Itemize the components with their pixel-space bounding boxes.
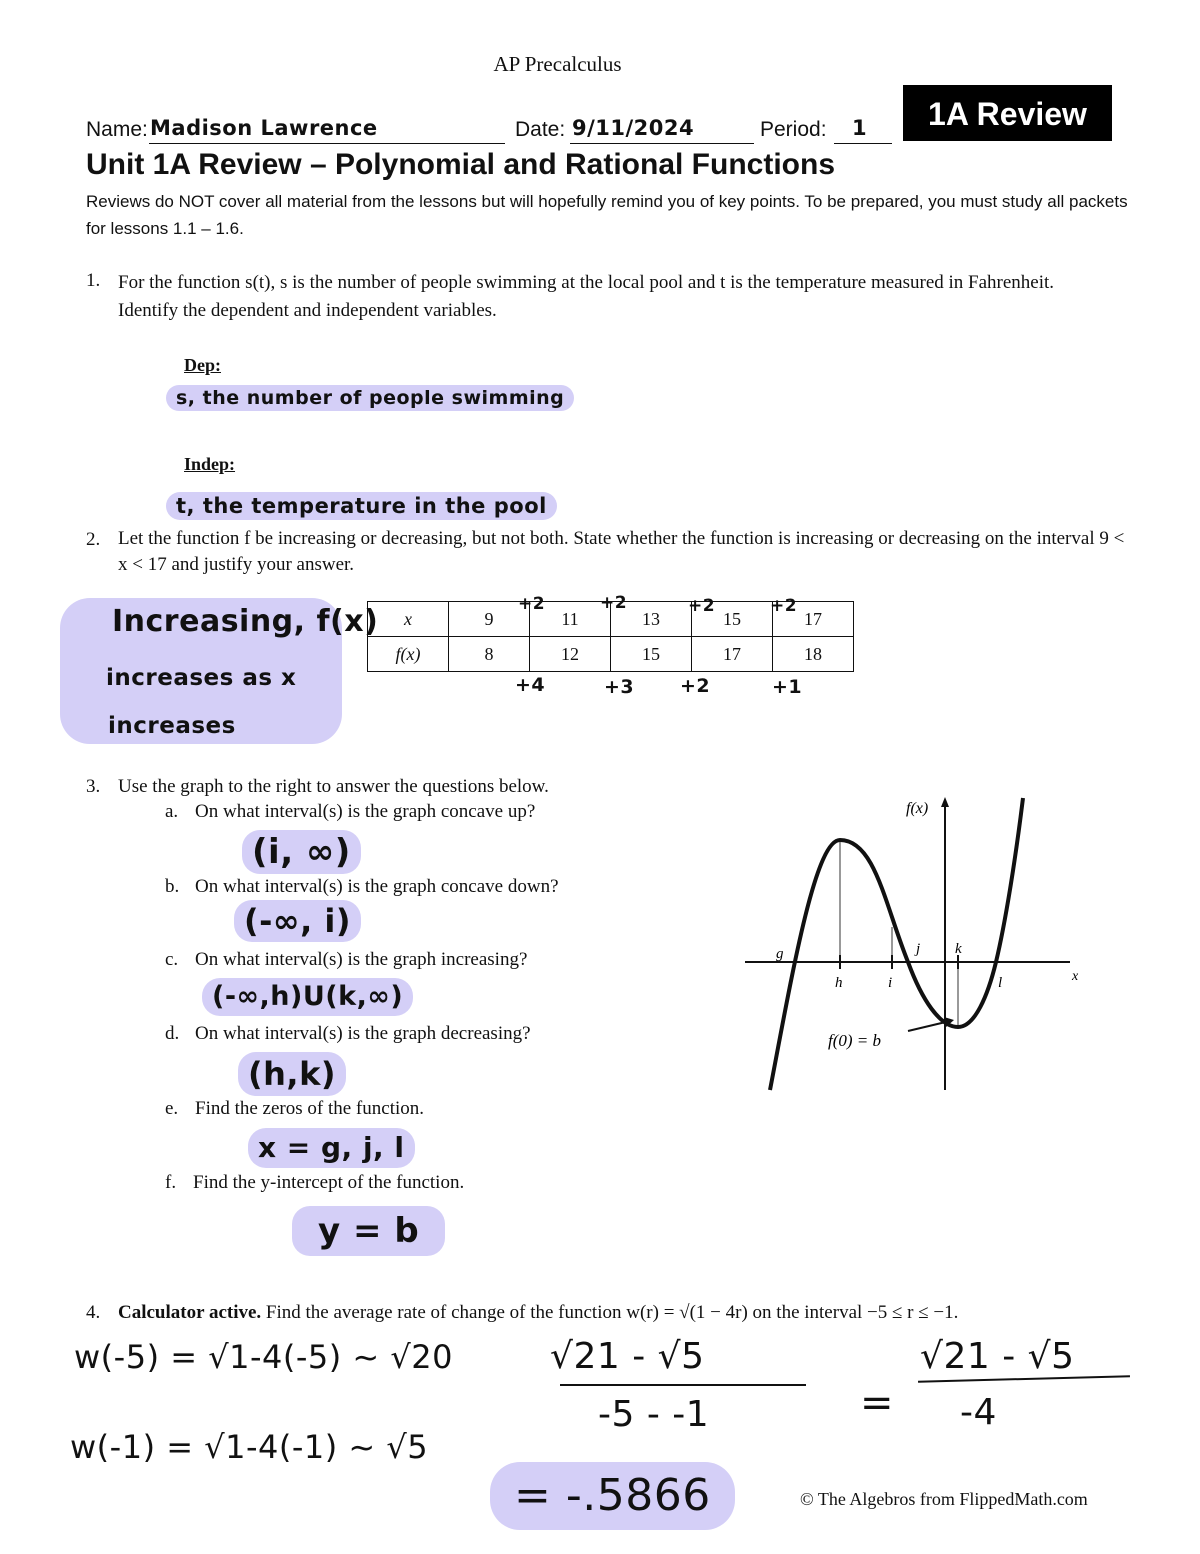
q3b-answer: (-∞, i) xyxy=(234,900,361,942)
point-label-h: h xyxy=(835,975,843,991)
function-curve xyxy=(770,798,1023,1090)
q1-dep-answer: s, the number of people swimming xyxy=(166,385,574,411)
table-cell: 8 xyxy=(449,637,530,672)
q3f-answer: y = b xyxy=(292,1206,445,1256)
name-label: Name: xyxy=(86,118,148,141)
y-axis-arrow xyxy=(941,797,949,807)
q3e-answer: x = g, j, l xyxy=(248,1128,415,1168)
table-row xyxy=(368,637,854,672)
q4-number: 4. xyxy=(86,1302,101,1323)
q3d-answer: (h,k) xyxy=(238,1052,346,1096)
q1-dep-label: Dep: xyxy=(184,355,221,375)
name-underline xyxy=(149,116,505,144)
x-axis-label: x xyxy=(1072,969,1079,984)
q4-text: Find the average rate of change of the function w(r) = √(1 − 4r) on the interval −5 ≤ r ≤ −1. xyxy=(265,1302,959,1323)
date-underline xyxy=(570,116,754,144)
q3e-question: Find the zeros of the function. xyxy=(195,1098,425,1119)
point-label-j: j xyxy=(916,941,921,957)
q2-answer-line2: increases as x xyxy=(106,665,297,691)
period-label: Period: xyxy=(760,118,827,141)
fx-diff: +3 xyxy=(604,676,635,698)
q3-text: Use the graph to the right to answer the questions below. xyxy=(118,776,549,797)
period-underline xyxy=(834,116,892,144)
q3b-question: On what interval(s) is the graph concave down? xyxy=(195,876,559,897)
q2-text: Let the function f be increasing or decreasing, but not both. State whether the function is increasing or decreasing on the interval 9 < x < 17 and justify your answer. xyxy=(118,528,1125,575)
table-cell: 11 xyxy=(530,602,611,637)
x-diff: +2 xyxy=(770,596,798,616)
q4-fraction2-numerator: √21 - √5 xyxy=(920,1336,1075,1377)
q4-fraction1-bar xyxy=(560,1384,806,1386)
q4-result: = -.5866 xyxy=(490,1462,735,1530)
q3f-label: f. xyxy=(165,1172,177,1193)
footer-copyright: © The Algebros from FlippedMath.com xyxy=(800,1489,1088,1509)
q4-equals-sign: = xyxy=(860,1380,895,1426)
q3b-label: b. xyxy=(165,876,180,897)
q3c-answer: (-∞,h)U(k,∞) xyxy=(202,978,413,1016)
x-diff: +2 xyxy=(600,593,628,613)
x-diff: +2 xyxy=(688,596,716,616)
page-title: Unit 1A Review – Polynomial and Rational Functions xyxy=(86,148,836,181)
table-cell: 17 xyxy=(692,637,773,672)
q2-answer-line1: Increasing, f(x) xyxy=(112,604,379,639)
q3f-question: Find the y-intercept of the function. xyxy=(193,1172,465,1193)
table-cell: 13 xyxy=(611,602,692,637)
q3-number: 3. xyxy=(86,776,101,797)
polynomial-graph xyxy=(730,795,1090,1095)
q1-indep-label: Indep: xyxy=(184,454,236,474)
q4-fraction1-denominator: -5 - -1 xyxy=(598,1394,710,1435)
table-cell: 15 xyxy=(611,637,692,672)
fx-diff: +2 xyxy=(680,675,711,697)
q4-text-line xyxy=(118,1299,1118,1327)
table-cell: 9 xyxy=(449,602,530,637)
fx-diff: +4 xyxy=(515,674,546,696)
review-badge: 1A Review xyxy=(903,85,1112,141)
q3c-question: On what interval(s) is the graph increasing? xyxy=(195,949,528,970)
point-label-l: l xyxy=(998,975,1003,991)
table-cell: 18 xyxy=(773,637,854,672)
annotation-arrow xyxy=(908,1021,950,1031)
q1-text: For the function s(t), s is the number of people swimming at the local pool and t is the temperature measured in Fahrenheit. Identify the dependent and independent variables. xyxy=(118,272,1055,321)
fx-diff: +1 xyxy=(772,676,803,698)
q3a-answer: (i, ∞) xyxy=(242,830,361,874)
table-header-x: x xyxy=(368,602,449,637)
q3e-label: e. xyxy=(165,1098,179,1119)
q4-fraction1-numerator: √21 - √5 xyxy=(550,1336,705,1377)
q1-indep-answer: t, the temperature in the pool xyxy=(166,492,557,520)
q4-fraction2-denominator: -4 xyxy=(960,1392,997,1433)
q4-work-line2: w(-1) = √1-4(-1) ~ √5 xyxy=(70,1428,429,1466)
date-label: Date: xyxy=(515,118,566,141)
table-cell: 17 xyxy=(773,602,854,637)
course-title: AP Precalculus xyxy=(493,52,622,76)
x-diff: +2 xyxy=(518,594,546,614)
q3a-question: On what interval(s) is the graph concave up? xyxy=(195,801,536,822)
q3d-label: d. xyxy=(165,1023,180,1044)
table-cell: 12 xyxy=(530,637,611,672)
q2-answer-line3: increases xyxy=(108,713,236,739)
q3d-question: On what interval(s) is the graph decreasing? xyxy=(195,1023,531,1044)
point-label-k: k xyxy=(955,941,962,957)
point-label-i: i xyxy=(888,975,893,991)
q1-number: 1. xyxy=(86,270,101,291)
graph-annotation: f(0) = b xyxy=(828,1031,882,1050)
period-value: 1 xyxy=(852,116,868,140)
q3a-label: a. xyxy=(165,801,179,822)
table-header-fx: f(x) xyxy=(368,637,449,672)
q4-lead: Calculator active. xyxy=(118,1302,262,1323)
y-axis-label: f(x) xyxy=(906,800,929,817)
q3c-label: c. xyxy=(165,949,179,970)
q4-work-line1: w(-5) = √1-4(-5) ~ √20 xyxy=(74,1338,453,1376)
intro-text: Reviews do NOT cover all material from the lessons but will hopefully remind you of key points. To be prepared, you must study all packets for lessons 1.1 – 1.6. xyxy=(86,192,1128,238)
q2-number: 2. xyxy=(86,529,101,550)
date-value: 9/11/2024 xyxy=(572,116,695,140)
name-value: Madison Lawrence xyxy=(150,116,378,140)
point-label-g: g xyxy=(776,946,784,962)
table-cell: 15 xyxy=(692,602,773,637)
